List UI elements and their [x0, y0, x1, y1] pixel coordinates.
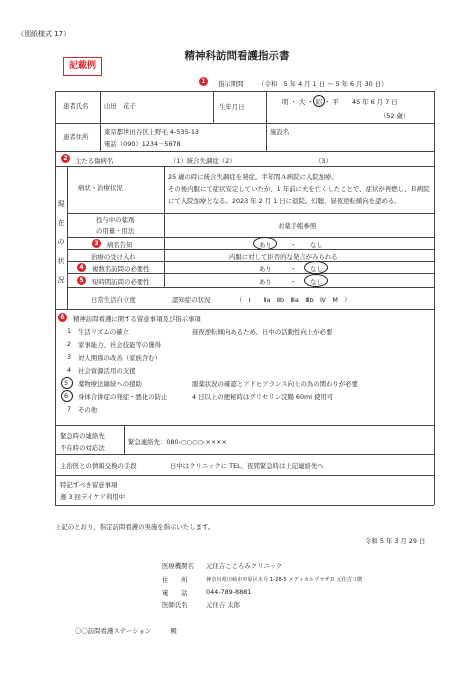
instruction-number: 6 [64, 392, 69, 400]
era-options: 明 ・ 大 ・ 昭 ・ 平 [282, 98, 339, 106]
doctor-value: 元住吉 太郎 [206, 601, 240, 609]
disclosure-no: なし [310, 241, 323, 249]
history-line: その後内服にて症状安定していたが、1 年前に夫を亡くしたことで、症状が再燃し、Ｂ病院 [168, 185, 430, 193]
history-line: にて入院加療となる。2023 年 2 月 1 日に退院。幻聴、昼夜逆転傾向を認める。 [168, 197, 401, 205]
side-label-char: の [57, 238, 65, 246]
patient-name-label: 患者氏名 [63, 102, 89, 110]
instruction-note: 昼夜逆転傾向あるため、日中の活動性向上が必要 [192, 328, 333, 336]
instruction-text: 家事能力、社会技能等の獲得 [78, 341, 162, 349]
short-visit-yes: あり [259, 278, 272, 286]
short-visit-label: 短時間訪問の必要性 [92, 278, 150, 286]
marker-3-badge: 3 [92, 239, 101, 248]
diagnosis-3: （3） [315, 157, 332, 165]
marker-1-badge: 1 [199, 77, 208, 86]
period-value: （令和 5 年 4 月 1 日 ～ 5 年 6 月 30 日） [258, 80, 388, 88]
exchange-label: 主治医との情報交換の手段 [60, 462, 137, 470]
short-visit-no: なし [310, 278, 323, 286]
marker-2-badge: 2 [61, 154, 70, 163]
emergency-value: 緊急連絡先：080-○○○○-×××× [128, 438, 227, 446]
instruction-text: その他 [78, 406, 98, 414]
side-label-char: 在 [57, 219, 65, 227]
dementia-label: 認知症の状況 [172, 296, 211, 304]
meds-label-2: の用量・用法 [96, 227, 135, 235]
dob-label: 生年月日 [219, 103, 245, 111]
multi-visit-label: 複数名訪問の必要性 [92, 265, 150, 273]
history-label: 病状・治療状況 [78, 184, 123, 192]
short-visit-sep: ・ [290, 278, 297, 286]
instruction-6-circle [61, 390, 73, 402]
instruction-note: 服薬状況の確認とアドヒアランス向上の為の関わりが必要 [192, 380, 358, 388]
multi-visit-no: なし [310, 265, 323, 273]
history-line: 25 歳の時に統合失調症を発症。半年間Ａ病院に入院加療。 [168, 173, 338, 181]
meds-label-1: 投与中の薬剤 [96, 216, 135, 224]
multi-visit-yes: あり [259, 265, 272, 273]
adl-label: 日常生活自立度 [91, 296, 136, 304]
exchange-value: 日中はクリニックに TEL、夜間緊急時は上記連絡先へ [170, 462, 324, 470]
dementia-scale: （ Ⅰ Ⅱa Ⅱb Ⅲa Ⅲb Ⅳ M ） [236, 296, 351, 304]
org-label: 医療機関名 [162, 562, 194, 570]
emergency-label-1: 緊急時の連絡先 [60, 432, 105, 440]
disclosure-sep: ・ [290, 241, 297, 249]
addr-label: 住 所 [162, 576, 188, 584]
form-number: （別紙様式 17） [17, 30, 71, 38]
insight-label: 治療の受け入れ [91, 253, 136, 261]
instruction-text: 生活リズムの確立 [78, 328, 129, 336]
address-label: 患者住所 [63, 133, 89, 141]
tel-value: 044-789-8881 [206, 588, 252, 596]
instruction-number: 2 [67, 340, 72, 348]
closing-text: 上記のとおり、指定訪問看護の実施を指示いたします。 [55, 523, 215, 531]
address-value: 東京都世田谷区上野毛 4-535-13 [104, 128, 199, 136]
doctor-label: 医師氏名 [162, 601, 188, 609]
issue-date: 令和 5 年 3 月 29 日 [365, 537, 426, 545]
instructions-header: 精神訪問看護に関する留意事項及び指示事項 [73, 315, 201, 323]
disclosure-label: 病名告知 [107, 241, 133, 249]
instruction-text: 社会資源活用の支援 [78, 367, 136, 375]
notes-label: 特記すべき留意事項 [60, 481, 118, 489]
facility-label: 施設名 [270, 128, 290, 136]
side-label-char: 況 [57, 276, 65, 284]
notes-value: 週 3 回デイケア利用中 [60, 493, 126, 501]
patient-name: 山田 花子 [104, 102, 136, 110]
document-title: 精神科訪問看護指示書 [184, 50, 290, 62]
instruction-number: 4 [67, 366, 72, 374]
meds-value: お薬手帳参照 [278, 222, 317, 230]
phone-value: 電話（090）1234－5678 [104, 140, 181, 148]
instruction-text: 薬物療法継続への援助 [78, 380, 142, 388]
age-value: （52 歳） [380, 112, 410, 120]
instruction-number: 7 [67, 405, 72, 413]
disclosure-yes: あり [259, 241, 272, 249]
org-value: 元住吉こころみクリニック [206, 562, 283, 570]
sample-stamp: 記載例 [63, 57, 102, 76]
diagnosis-1-2: （1）統合失調症（2） [170, 157, 236, 165]
multi-visit-selected-circle [304, 261, 328, 274]
disclosure-selected-circle [253, 237, 277, 250]
marker-6-badge: 6 [58, 313, 67, 322]
insight-value: 内服に対して拒否的な発言がみられる [229, 253, 338, 261]
instruction-text: 対人関係の改善（家族含む） [78, 354, 162, 362]
era-selected-circle [313, 95, 325, 107]
instruction-number: 5 [64, 379, 69, 387]
instruction-text: 身体合併症の発症・悪化の防止 [78, 393, 168, 401]
period-label: 指示期間 [218, 80, 244, 88]
marker-4-badge: 4 [77, 263, 86, 272]
marker-5-badge: 5 [77, 276, 86, 285]
dob-value: 45 年 6 月 7 日 [352, 98, 398, 106]
short-visit-selected-circle [304, 274, 328, 287]
side-label-char: 現 [57, 200, 65, 208]
side-label-char: 状 [57, 257, 65, 265]
emergency-label-2: 不在時の対応法 [60, 444, 105, 452]
instruction-number: 1 [67, 327, 72, 335]
diagnosis-label: 主たる傷病名 [75, 157, 114, 165]
instruction-5-circle [61, 377, 73, 389]
tel-label: 電 話 [162, 589, 188, 597]
recipient: 〇〇訪問看護ステーション 殿 [75, 627, 177, 635]
multi-visit-sep: ・ [290, 265, 297, 273]
addr-value: 神奈川県川崎市中原区木月 1-28-5 メディカルプラザＤ 元住吉３階 [206, 577, 363, 583]
instruction-note: 4 日以上の便秘時はグリセリン浣腸 60ml 使用可 [192, 393, 334, 401]
instruction-number: 3 [67, 353, 72, 361]
